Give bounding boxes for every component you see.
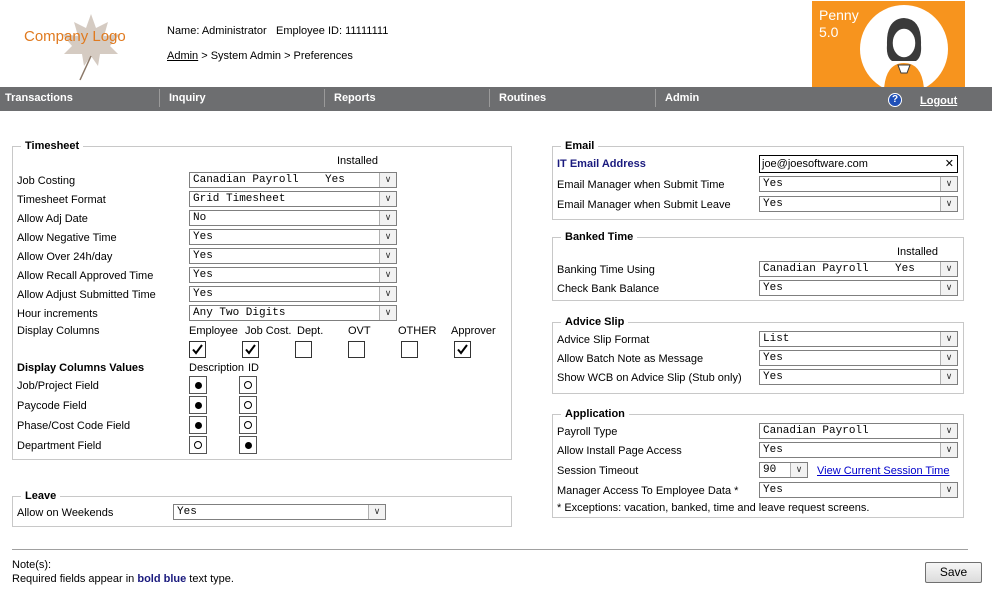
chevron-down-icon: ∨ (940, 332, 957, 346)
allow-on-weekends-value: Yes (177, 506, 197, 518)
main-nav (0, 87, 992, 111)
batch-note-label: Allow Batch Note as Message (557, 353, 704, 365)
show-wcb-select[interactable] (759, 369, 958, 385)
session-timeout-select[interactable] (759, 462, 808, 478)
payroll-type-select[interactable] (759, 423, 958, 439)
department-description-radio[interactable] (189, 436, 207, 454)
chevron-down-icon: ∨ (379, 211, 396, 225)
show-wcb-value: Yes (763, 371, 783, 383)
maple-leaf-icon (36, 10, 146, 82)
timesheet-legend: Timesheet (21, 140, 83, 152)
allow-adj-date-label: Allow Adj Date (17, 213, 88, 225)
employee-id: Employee ID: 11111111 (276, 25, 389, 37)
timesheet-format-value: Grid Timesheet (193, 193, 286, 205)
allow-adjust-submitted-label: Allow Adjust Submitted Time (17, 289, 156, 301)
install-page-access-value: Yes (763, 444, 783, 456)
app-version-number: 5.0 (819, 24, 839, 40)
install-page-access-select[interactable] (759, 442, 958, 458)
install-page-access-label: Allow Install Page Access (557, 445, 682, 457)
email-submit-time-select[interactable] (759, 176, 958, 192)
footer-divider (12, 549, 968, 550)
required-suffix: text type. (186, 573, 234, 585)
job-project-description-radio[interactable] (189, 376, 207, 394)
session-timeout-value: 90 (763, 464, 777, 476)
allow-over-24h-label: Allow Over 24h/day (17, 251, 113, 263)
checkmark-icon (456, 343, 469, 356)
notes-label: Note(s): (12, 559, 52, 571)
column-job-cost-label: Job Cost. (245, 325, 292, 337)
chevron-down-icon: ∨ (940, 424, 957, 438)
values-description-header: Description (189, 362, 245, 374)
display-columns-label: Display Columns (17, 325, 100, 337)
phase-cost-description-radio[interactable] (189, 416, 207, 434)
check-bank-balance-select[interactable] (759, 280, 958, 296)
column-approver-checkbox[interactable] (454, 341, 471, 358)
chevron-down-icon: ∨ (790, 463, 807, 477)
chevron-down-icon: ∨ (379, 287, 396, 301)
application-legend: Application (561, 408, 629, 420)
allow-over-24h-select[interactable] (189, 248, 397, 264)
hour-increments-label: Hour increments (17, 308, 98, 320)
chevron-down-icon: ∨ (940, 370, 957, 384)
department-id-radio[interactable] (239, 436, 257, 454)
it-email-label: IT Email Address (557, 158, 646, 170)
session-timeout-label: Session Timeout (557, 465, 639, 477)
column-ovt-checkbox[interactable] (348, 341, 365, 358)
email-legend: Email (561, 140, 598, 152)
clear-icon[interactable]: ✕ (944, 158, 954, 170)
chevron-down-icon: ∨ (940, 177, 957, 191)
checkmark-icon (191, 343, 204, 356)
chevron-down-icon: ∨ (940, 262, 957, 276)
column-ovt-label: OVT (348, 325, 371, 337)
allow-negative-time-value: Yes (193, 231, 213, 243)
timesheet-format-label: Timesheet Format (17, 194, 106, 206)
batch-note-select[interactable] (759, 350, 958, 366)
banking-time-using-value: Canadian Payroll Yes (763, 263, 915, 275)
allow-over-24h-value: Yes (193, 250, 213, 262)
email-submit-time-label: Email Manager when Submit Time (557, 179, 725, 191)
allow-adjust-submitted-value: Yes (193, 288, 213, 300)
nav-routines[interactable]: Routines (499, 92, 547, 104)
manager-access-value: Yes (763, 484, 783, 496)
nav-inquiry[interactable]: Inquiry (169, 92, 206, 104)
it-email-input[interactable] (759, 155, 958, 173)
payroll-type-value: Canadian Payroll (763, 425, 869, 437)
breadcrumb (167, 50, 353, 62)
checkmark-icon (244, 343, 257, 356)
allow-adj-date-value: No (193, 212, 207, 224)
banked-time-legend: Banked Time (561, 231, 637, 243)
batch-note-value: Yes (763, 352, 783, 364)
company-logo (18, 10, 148, 82)
logout-link[interactable]: Logout (920, 95, 958, 107)
chevron-down-icon: ∨ (368, 505, 385, 519)
required-fields-note (12, 573, 234, 585)
exceptions-note: * Exceptions: vacation, banked, time and leave request screens. (557, 502, 870, 514)
advice-slip-format-value: List (763, 333, 790, 345)
required-prefix: Required fields appear in (12, 573, 138, 585)
values-id-header: ID (248, 362, 259, 374)
nav-transactions[interactable]: Transactions (5, 92, 73, 104)
advice-slip-format-select[interactable] (759, 331, 958, 347)
user-name: Name: Administrator (167, 25, 267, 37)
nav-reports[interactable]: Reports (334, 92, 376, 104)
manager-access-label: Manager Access To Employee Data * (557, 485, 739, 497)
allow-recall-approved-value: Yes (193, 269, 213, 281)
allow-recall-approved-select[interactable] (189, 267, 397, 283)
it-email-value: joe@joesoftware.com (762, 158, 868, 170)
email-submit-time-value: Yes (763, 178, 783, 190)
column-dept-checkbox[interactable] (295, 341, 312, 358)
leave-legend: Leave (21, 490, 60, 502)
allow-negative-time-label: Allow Negative Time (17, 232, 117, 244)
banking-time-using-select[interactable] (759, 261, 958, 277)
job-costing-value: Canadian Payroll Yes (193, 174, 345, 186)
allow-on-weekends-label: Allow on Weekends (17, 507, 114, 519)
timesheet-format-select[interactable] (189, 191, 397, 207)
breadcrumb-admin-link[interactable]: Admin (167, 50, 199, 62)
chevron-down-icon: ∨ (379, 268, 396, 282)
check-bank-balance-label: Check Bank Balance (557, 283, 660, 295)
banked-installed-header: Installed (897, 246, 938, 258)
nav-admin[interactable]: Admin (665, 92, 700, 104)
column-employee-checkbox[interactable] (189, 341, 206, 358)
advice-slip-format-label: Advice Slip Format (557, 334, 650, 346)
phase-cost-code-field-label: Phase/Cost Code Field (17, 420, 131, 432)
column-dept-label: Dept. (297, 325, 324, 337)
avatar-icon (812, 1, 965, 87)
job-project-field-label: Job/Project Field (17, 380, 99, 392)
chevron-down-icon: ∨ (940, 281, 957, 295)
chevron-down-icon: ∨ (379, 192, 396, 206)
app-name: Penny (819, 7, 859, 23)
display-columns-values-label: Display Columns Values (17, 362, 145, 374)
view-session-time-link[interactable]: View Current Session Time (817, 465, 950, 477)
app-avatar-panel (812, 1, 965, 87)
manager-access-select[interactable] (759, 482, 958, 498)
check-bank-balance-value: Yes (763, 282, 783, 294)
save-button[interactable]: Save (925, 562, 982, 583)
allow-recall-approved-label: Allow Recall Approved Time (17, 270, 154, 282)
chevron-down-icon: ∨ (379, 230, 396, 244)
allow-negative-time-select[interactable] (189, 229, 397, 245)
column-employee-label: Employee (189, 325, 238, 337)
chevron-down-icon: ∨ (940, 351, 957, 365)
chevron-down-icon: ∨ (940, 483, 957, 497)
logo-text: Company Logo (24, 28, 126, 45)
show-wcb-label: Show WCB on Advice Slip (Stub only) (557, 372, 742, 384)
job-costing-label: Job Costing (17, 175, 76, 187)
hour-increments-select[interactable] (189, 305, 397, 321)
banking-time-using-label: Banking Time Using (557, 264, 655, 276)
column-approver-label: Approver (451, 325, 496, 337)
breadcrumb-path: > System Admin > Preferences (198, 50, 353, 62)
allow-adjust-submitted-select[interactable] (189, 286, 397, 302)
email-submit-leave-select[interactable] (759, 196, 958, 212)
advice-slip-legend: Advice Slip (561, 316, 628, 328)
job-costing-select[interactable] (189, 172, 397, 188)
paycode-field-label: Paycode Field (17, 400, 87, 412)
email-submit-leave-value: Yes (763, 198, 783, 210)
payroll-type-label: Payroll Type (557, 426, 618, 438)
phase-cost-id-radio[interactable] (239, 416, 257, 434)
email-submit-leave-label: Email Manager when Submit Leave (557, 199, 731, 211)
hour-increments-value: Any Two Digits (193, 307, 286, 319)
allow-adj-date-select[interactable] (189, 210, 397, 226)
chevron-down-icon: ∨ (379, 306, 396, 320)
job-project-id-radio[interactable] (239, 376, 257, 394)
column-other-label: OTHER (398, 325, 437, 337)
chevron-down-icon: ∨ (940, 197, 957, 211)
department-field-label: Department Field (17, 440, 102, 452)
paycode-description-radio[interactable] (189, 396, 207, 414)
required-bold-blue: bold blue (137, 573, 187, 585)
chevron-down-icon: ∨ (940, 443, 957, 457)
column-other-checkbox[interactable] (401, 341, 418, 358)
allow-on-weekends-select[interactable] (173, 504, 386, 520)
help-icon[interactable]: ? (888, 93, 902, 107)
paycode-id-radio[interactable] (239, 396, 257, 414)
chevron-down-icon: ∨ (379, 173, 396, 187)
column-job-cost-checkbox[interactable] (242, 341, 259, 358)
timesheet-installed-header: Installed (337, 155, 378, 167)
chevron-down-icon: ∨ (379, 249, 396, 263)
